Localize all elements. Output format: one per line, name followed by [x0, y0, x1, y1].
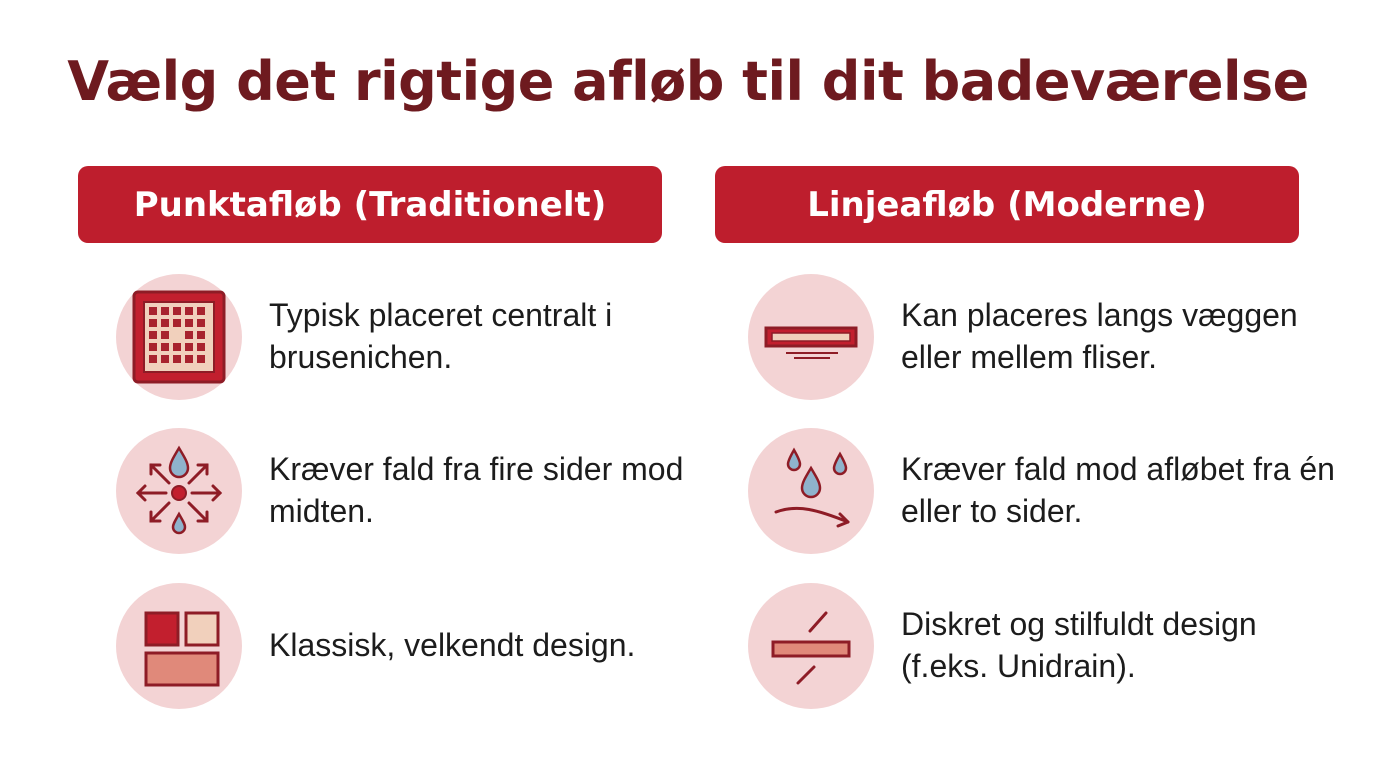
feature-text: Kræver fald mod afløbet fra én eller to sider. [901, 451, 1335, 529]
feature-text: Kan placeres langs væggen eller mellem fliser. [901, 297, 1298, 375]
discreet-drain-icon [756, 591, 866, 701]
feature-item-point-slope [116, 428, 736, 554]
feature-text: Typisk placeret centralt i brusenichen. [269, 297, 613, 375]
feature-item-linear-design [748, 583, 1368, 709]
column-header-point-drain [78, 166, 662, 243]
grate-drain-icon [124, 282, 234, 392]
feature-item-point-design [116, 583, 736, 709]
feature-text: Kræver fald fra fire sider mod midten. [269, 451, 684, 529]
four-way-slope-icon [124, 436, 234, 546]
feature-item-linear-placement [748, 274, 1368, 400]
column-header-label: Linjeafløb (Moderne) [807, 184, 1207, 225]
classic-tiles-icon [124, 591, 234, 701]
feature-item-point-placement [116, 274, 736, 400]
feature-text: Klassisk, velkendt design. [269, 627, 636, 664]
one-way-slope-icon [756, 436, 866, 546]
column-header-label: Punktafløb (Traditionelt) [133, 184, 607, 225]
linear-drain-icon [756, 282, 866, 392]
feature-item-linear-slope [748, 428, 1368, 554]
page-title: Vælg det rigtige afløb til dit badeværelse [67, 50, 1309, 113]
feature-text: Diskret og stilfuldt design (f.eks. Unidrain). [901, 606, 1257, 684]
column-header-linear-drain [715, 166, 1299, 243]
